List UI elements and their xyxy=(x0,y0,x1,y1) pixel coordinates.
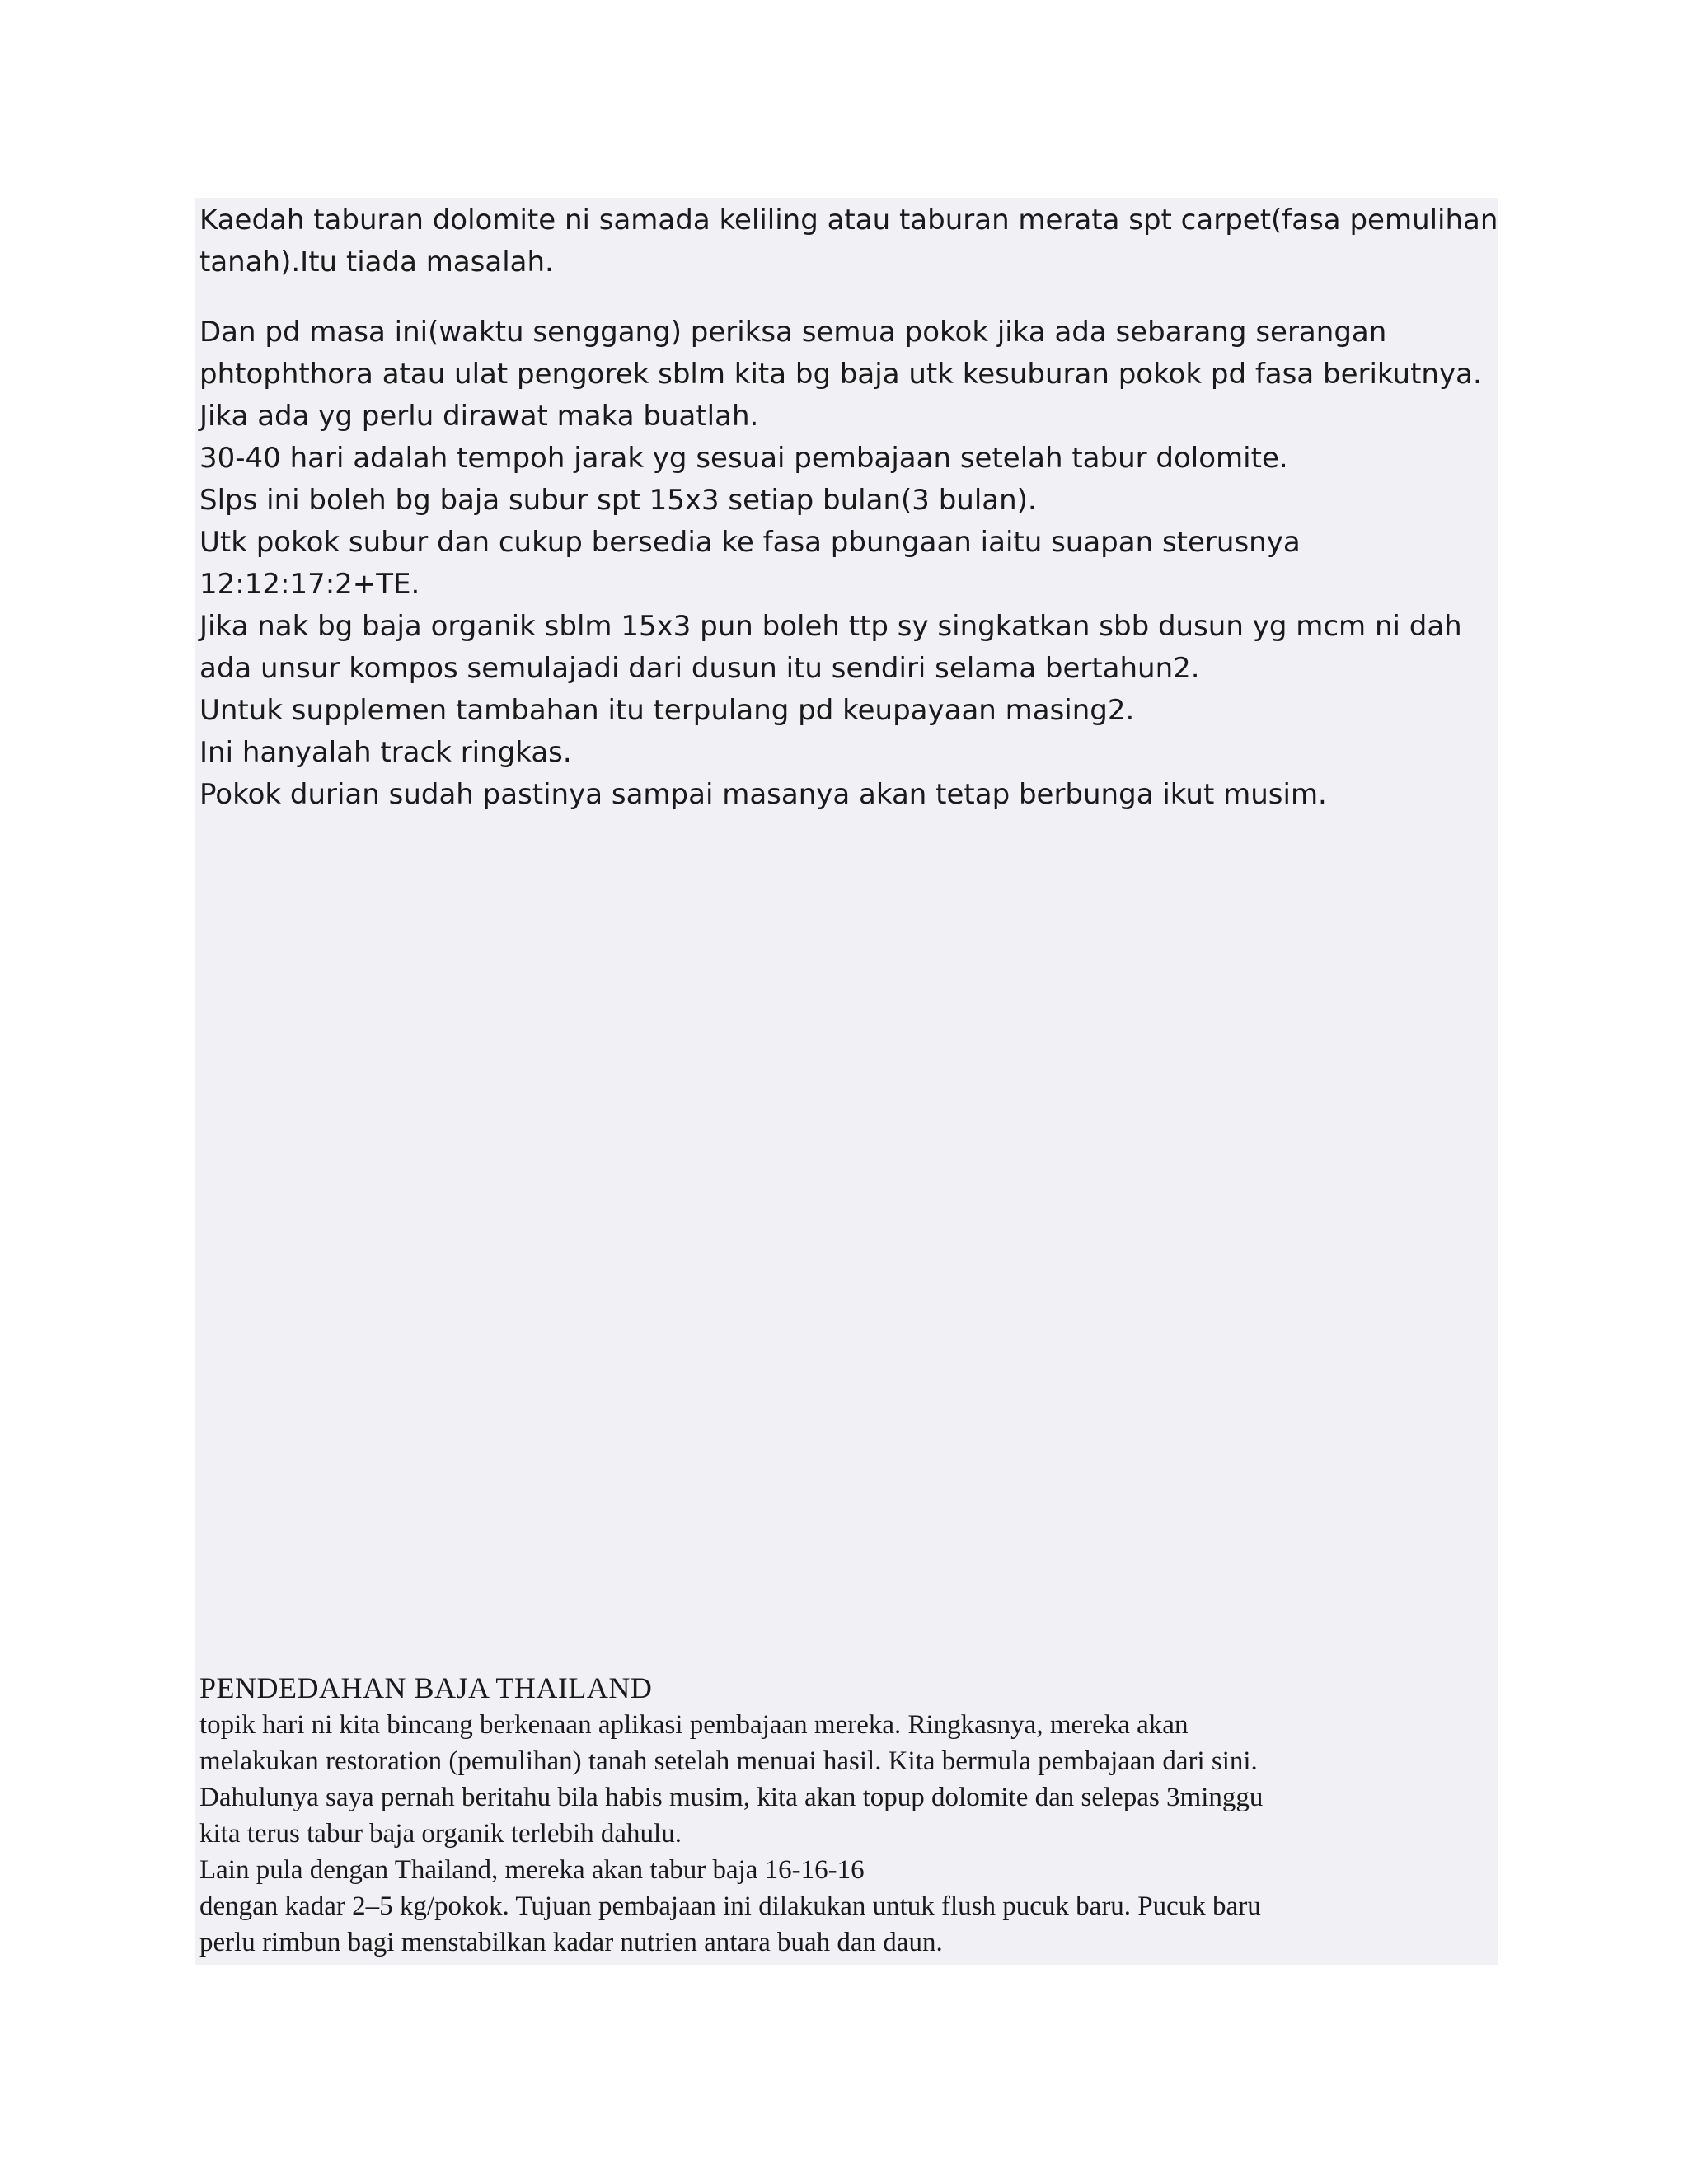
paragraph-line: Dan pd masa ini(waktu senggang) periksa semua pokok jika ada sebarang serangan xyxy=(199,316,1387,349)
sans-text-section xyxy=(199,199,1498,816)
paragraph-line: Jika ada yg perlu dirawat maka buatlah. xyxy=(199,400,759,433)
paragraph-gap xyxy=(199,284,1493,312)
paragraph-line: Kaedah taburan dolomite ni samada keliling atau taburan merata spt carpet(fasa pemulihan xyxy=(199,204,1498,237)
paragraph-line: Untuk supplemen tambahan itu terpulang pd keupayaan masing2. xyxy=(199,694,1135,727)
paragraph-line: 12:12:17:2+TE. xyxy=(199,568,420,601)
paragraph-line: phtophthora atau ulat pengorek sblm kita bg baja utk kesuburan pokok pd fasa berikutnya. xyxy=(199,358,1482,391)
paragraph-line: melakukan restoration (pemulihan) tanah setelah menuai hasil. Kita bermula pembajaan dari sini. xyxy=(199,1746,1258,1776)
paragraph-line: topik hari ni kita bincang berkenaan aplikasi pembajaan mereka. Ringkasnya, mereka akan xyxy=(199,1710,1189,1740)
paragraph-line: Lain pula dengan Thailand, mereka akan tabur baja 16-16-16 xyxy=(199,1855,865,1885)
paragraph-line: ada unsur kompos semulajadi dari dusun itu sendiri selama bertahun2. xyxy=(199,652,1200,685)
paragraph-line: Utk pokok subur dan cukup bersedia ke fasa pbungaan iaitu suapan sterusnya xyxy=(199,526,1301,559)
serif-text-section xyxy=(199,1669,1493,1961)
paragraph-line: Dahulunya saya pernah beritahu bila habis musim, kita akan topup dolomite dan selepas 3minggu xyxy=(199,1783,1264,1812)
section-heading: PENDEDAHAN BAJA THAILAND xyxy=(199,1671,653,1704)
paragraph-line: Jika nak bg baja organik sblm 15x3 pun boleh ttp sy singkatkan sbb dusun yg mcm ni dah xyxy=(199,610,1462,643)
paragraph-line: perlu rimbun bagi menstabilkan kadar nutrien antara buah dan daun. xyxy=(199,1928,943,1957)
paragraph-line: tanah).Itu tiada masalah. xyxy=(199,246,554,279)
paragraph-line: Slps ini boleh bg baja subur spt 15x3 setiap bulan(3 bulan). xyxy=(199,484,1037,517)
paragraph-line: Pokok durian sudah pastinya sampai masanya akan tetap berbunga ikut musim. xyxy=(199,778,1327,811)
paragraph-line: dengan kadar 2–5 kg/pokok. Tujuan pembajaan ini dilakukan untuk flush pucuk baru. Pucuk baru xyxy=(199,1891,1261,1921)
paragraph-line: Ini hanyalah track ringkas. xyxy=(199,736,572,769)
paragraph-line: 30-40 hari adalah tempoh jarak yg sesuai pembajaan setelah tabur dolomite. xyxy=(199,442,1288,475)
paragraph-line: kita terus tabur baja organik terlebih dahulu. xyxy=(199,1819,682,1849)
